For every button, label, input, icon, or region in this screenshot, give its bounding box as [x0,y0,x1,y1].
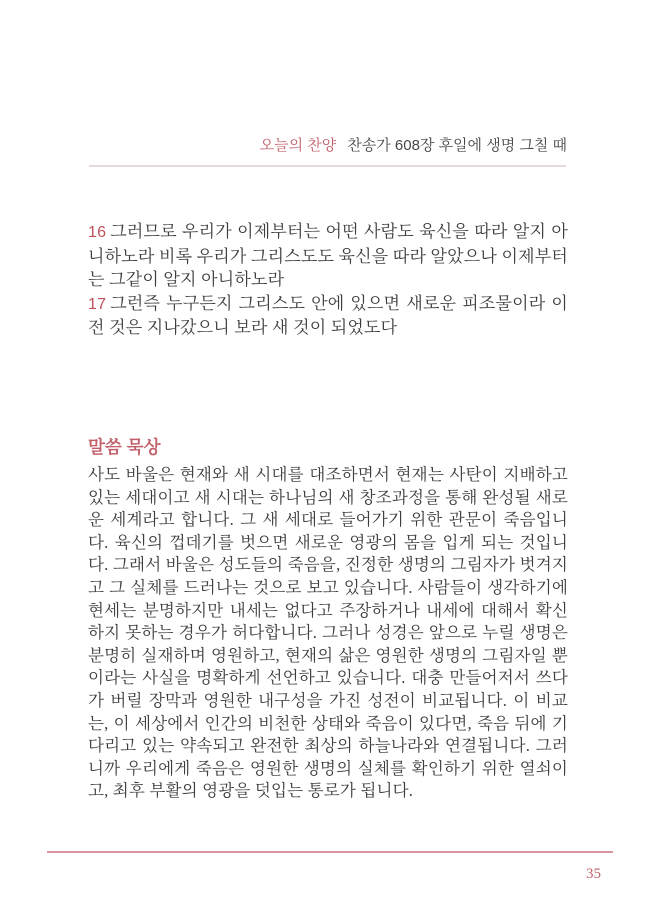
verse-17-text: 그런즉 누구든지 그리스도 안에 있으면 새로운 피조물이라 이전 것은 지나갔으니 보라 새 것이 되었도다 [88,293,568,337]
page-number: 35 [586,866,601,882]
page-header [88,136,567,156]
scripture-block [88,220,568,340]
verse-16 [88,220,568,292]
verse-17 [88,292,568,340]
footer-divider [47,851,613,853]
verse-16-number: 16 [88,224,107,241]
header-divider [89,165,566,167]
meditation-heading: 말씀 묵상 [88,437,161,457]
todays-hymn-label: 오늘의 찬양 [259,137,337,154]
hymn-title: 찬송가 608장 후일에 생명 그칠 때 [347,137,567,154]
verse-17-number: 17 [88,295,107,313]
meditation-body: 사도 바울은 현재와 새 시대를 대조하면서 현재는 사탄이 지배하고 있는 세대이고 새 시대는 하나님의 새 창조과정을 통해 완성될 새로운 세계라고 합니다. 그 새 세대로 들어가기 위한 관문이 죽음입니다. 육신의 껍데기를 벗으면 새로운 영광의 몸을 입게 되는 것입니다. 그래서 바울은 성도들의 죽음을, 진정한 생명의 그림자가 벗겨지고 그 실체를 드러나는 것으로 보고 있습니다. 사람들이 생각하기에 현세는 분명하지만 내세는 없다고 주장하거나 내세에 대해서 확신하지 못하는 경우가 허다합니다. 그러나 성경은 앞으로 누릴 생명은 분명히 실재하며 영원하고, 현재의 삶은 영원한 생명의 그림자일 뿐이라는 사실을 명확하게 선언하고 있습니다. 대충 만들어저서 쓰다가 버릴 장막과 영원한 내구성을 가진 성전이 비교됩니다. 이 비교는, 이 세상에서 인간의 비천한 상태와 죽음이 있다면, 죽음 뒤에 기다리고 있는 약속되고 완전한 최상의 하늘나라와 연결됩니다. 그러니까 우리에게 죽음은 영원한 생명의 실체를 확인하기 위한 열쇠이고, 최후 부활의 영광을 덧입는 통로가 됩니다. [88,465,568,801]
verse-16-text: 그러므로 우리가 이제부터는 어떤 사람도 육신을 따라 알지 아니하노라 비록 우리가 그리스도도 육신을 따라 알았으나 이제부터는 그같이 알지 아니하노라 [88,222,568,289]
